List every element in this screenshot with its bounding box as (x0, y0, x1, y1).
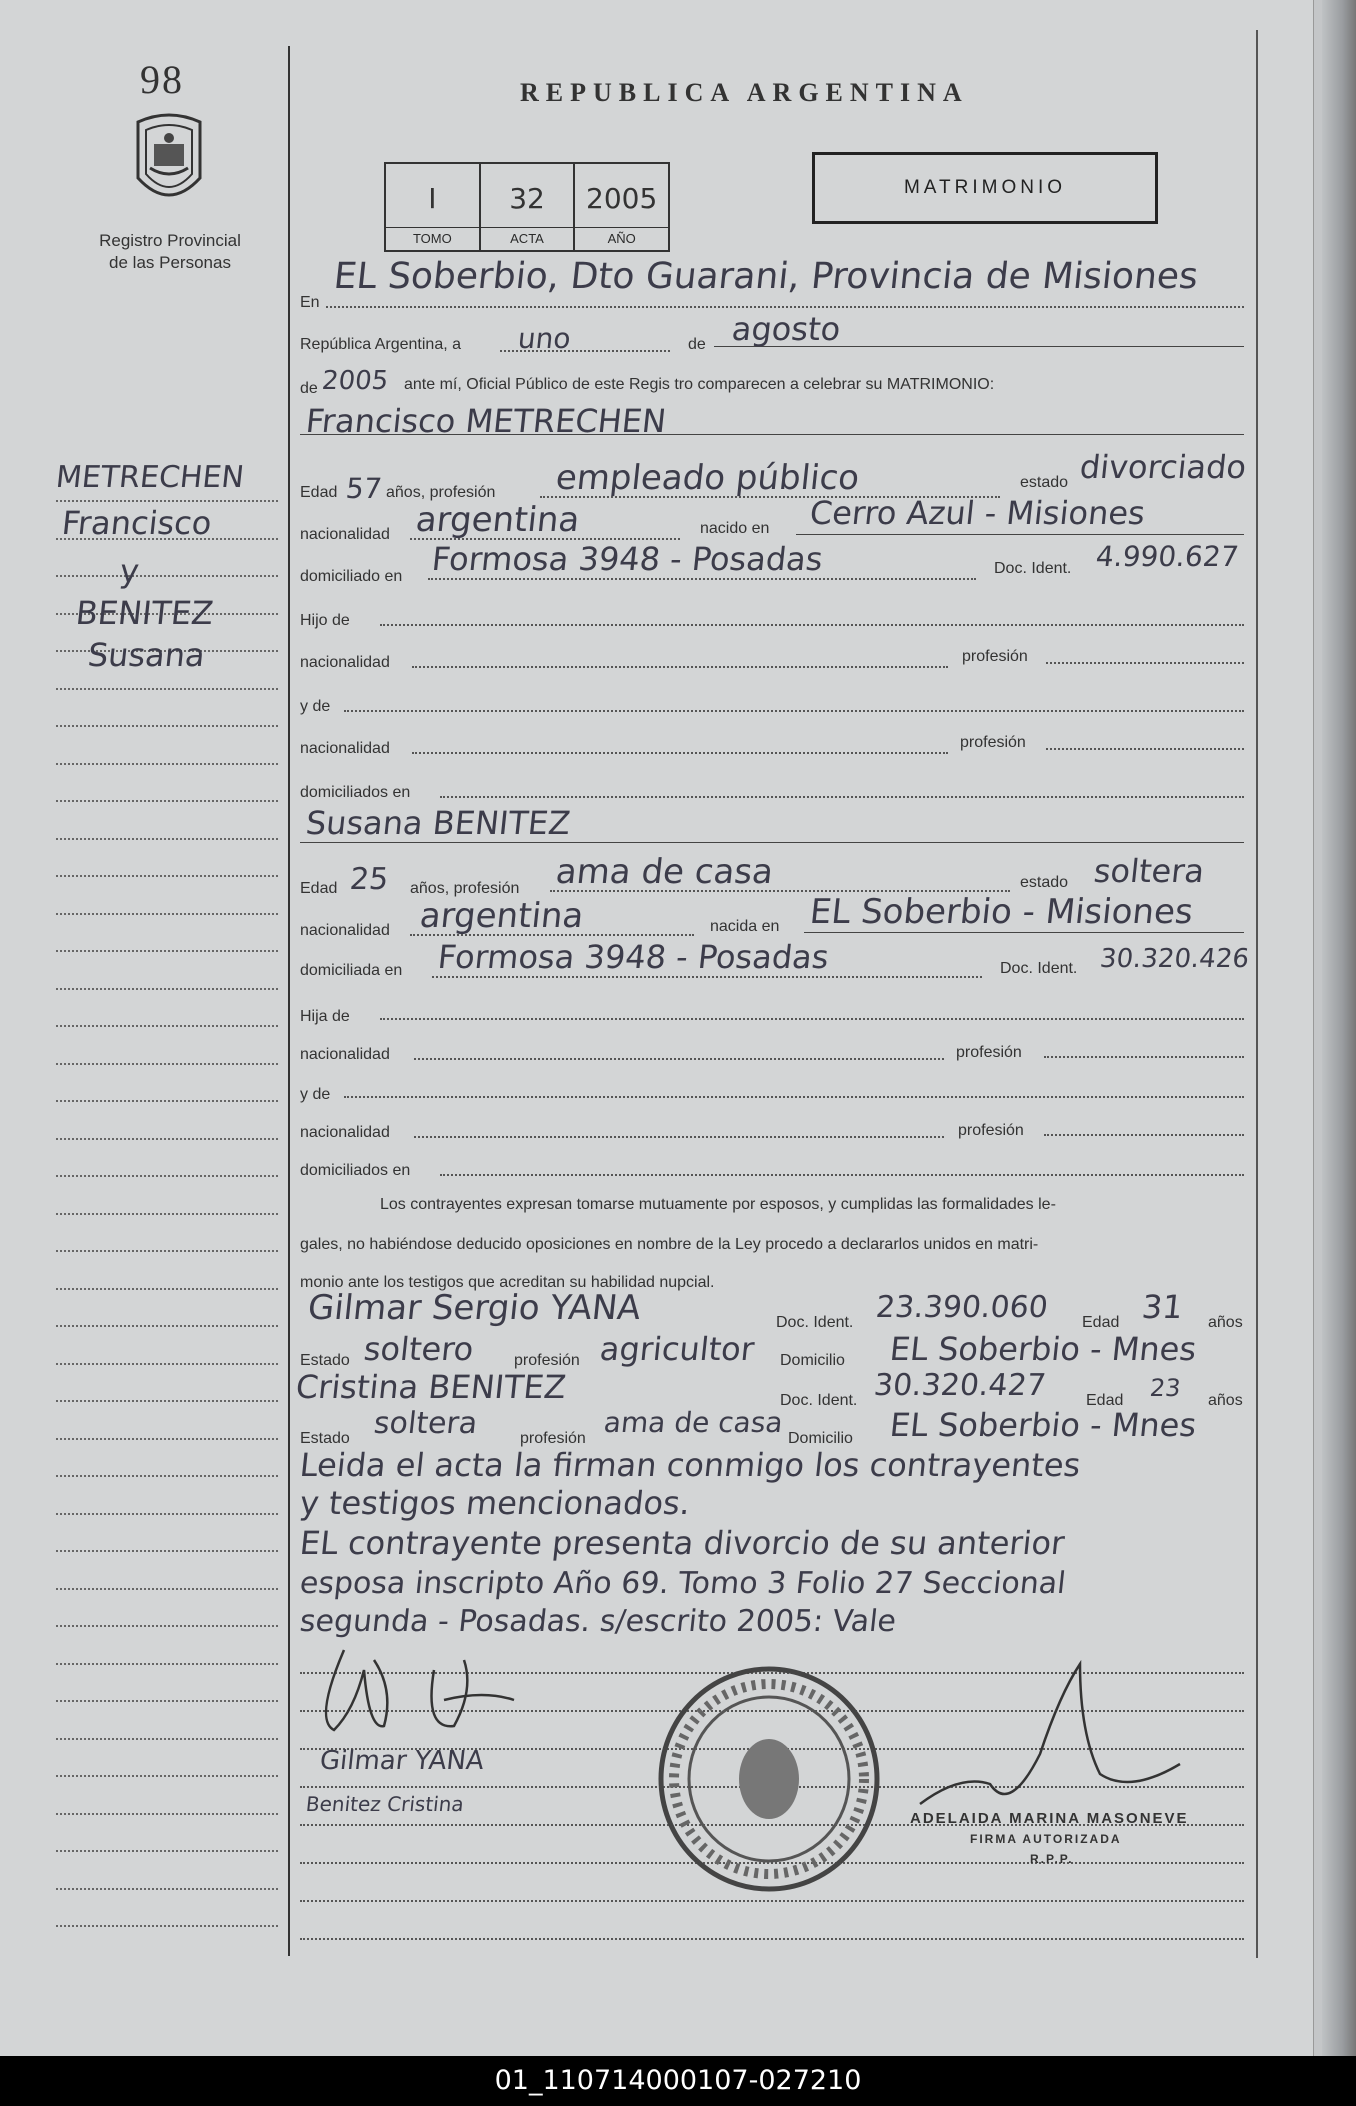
witness2-name: Cristina BENITEZ (294, 1368, 568, 1406)
bride-yde-label: y de (300, 1086, 331, 1103)
margin-rule (56, 1213, 278, 1215)
note-line-3: EL contrayente presenta divorcio de su anterior (298, 1524, 1067, 1562)
margin-rule (56, 1775, 278, 1777)
margin-rule (56, 1813, 278, 1815)
witness1-profesion: agricultor (598, 1330, 757, 1368)
margin-rule (56, 688, 278, 690)
bride-nac2-label: nacionalidad (300, 1046, 390, 1063)
bride-prof3-line (1044, 1134, 1244, 1136)
tomo-label: TOMO (386, 227, 479, 250)
witness1-prof-label: profesión (514, 1352, 580, 1369)
groom-prof3-label: profesión (960, 734, 1026, 751)
acta-label: ACTA (481, 227, 574, 250)
bride-hija-label: Hija de (300, 1008, 350, 1025)
margin-rule (56, 1063, 278, 1065)
witness1-domicilio: EL Soberbio - Mnes (888, 1330, 1199, 1368)
page-number: 98 (140, 57, 184, 102)
groom-domiciliados-line (440, 796, 1244, 798)
witness2-profesion: ama de casa (602, 1406, 785, 1439)
margin-rule (56, 1363, 278, 1365)
republica-label: República Argentina, a (300, 336, 461, 353)
signature-groom-icon (304, 1630, 544, 1740)
right-border (1256, 30, 1258, 1958)
bride-edad: 25 (348, 862, 391, 897)
groom-nac2-label: nacionalidad (300, 654, 390, 671)
witness1-dom-label: Domicilio (780, 1352, 845, 1369)
tomo-cell (386, 164, 481, 250)
officer-role: FIRMA AUTORIZADA (970, 1832, 1122, 1846)
bride-estado-label: estado (1020, 874, 1069, 891)
witness1-name: Gilmar Sergio YANA (305, 1288, 643, 1328)
bride-dom-line (432, 976, 982, 978)
groom-name: Francisco METRECHEN (304, 402, 669, 440)
bride-domicilio: Formosa 3948 - Posadas (436, 938, 831, 976)
signature-officer-icon (900, 1654, 1200, 1824)
en-label: En (300, 294, 320, 311)
margin-rule (56, 1588, 278, 1590)
witness2-anos-label: años (1208, 1392, 1243, 1409)
margin-rule (56, 725, 278, 727)
groom-prof2-line (1046, 662, 1244, 664)
groom-yde-label: y de (300, 698, 331, 715)
bride-estado: soltera (1092, 852, 1207, 890)
groom-doc-label: Doc. Ident. (994, 560, 1072, 577)
bride-yde-line (344, 1096, 1244, 1098)
bride-dom-label: domiciliada en (300, 962, 403, 979)
bride-edad-label: Edad (300, 880, 338, 897)
bride-name: Susana BENITEZ (304, 804, 573, 842)
margin-rule (56, 913, 278, 915)
witness2-estado-label: Estado (300, 1430, 350, 1447)
acta-value: 32 (509, 182, 545, 215)
margin-rule (56, 1663, 278, 1665)
book-spine-edge (1313, 0, 1322, 2056)
groom-nacido-line (796, 534, 1244, 535)
declaration-line-1: Los contrayentes expresan tomarse mutuamente por esposos, y cumplidas las formalidades le- (380, 1196, 1056, 1213)
note-line-4: esposa inscripto Año 69. Tomo 3 Folio 27 Seccional (298, 1566, 1068, 1601)
signature-witness1: Gilmar YANA (318, 1746, 486, 1776)
margin-divider (288, 46, 290, 1956)
groom-edad-label: Edad (300, 484, 338, 501)
witness1-estado: soltero (362, 1330, 476, 1368)
margin-rule (56, 1100, 278, 1102)
footer-id: 01_110714000107-027210 (0, 2056, 1356, 2106)
margin-rule (56, 1700, 278, 1702)
margin-rule (56, 763, 278, 765)
groom-prof3-line (1046, 748, 1244, 750)
margin-rule (56, 838, 278, 840)
declaration-line-3: monio ante los testigos que acreditan su habilidad nupcial. (300, 1274, 715, 1291)
witness2-edad: 23 (1148, 1374, 1183, 1402)
witness1-anos-label: años (1208, 1314, 1243, 1331)
witness1-estado-label: Estado (300, 1352, 350, 1369)
bride-nacido-line (804, 932, 1244, 933)
day-value: uno (516, 322, 573, 355)
appear-text: ante mí, Oficial Público de este Regis tro comparecen a celebrar su MATRIMONIO: (404, 376, 995, 393)
bride-nac-label: nacionalidad (300, 922, 390, 939)
margin-rule (56, 950, 278, 952)
bride-prof2-label: profesión (956, 1044, 1022, 1061)
groom-hijo-label: Hijo de (300, 612, 350, 629)
margin-rule (56, 1625, 278, 1627)
groom-nac-label: nacionalidad (300, 526, 390, 543)
body-rule (300, 1938, 1244, 1940)
signature-witness2: Benitez Cristina (304, 1792, 466, 1816)
groom-prof-label: años, profesión (386, 484, 496, 501)
margin-rule (56, 1250, 278, 1252)
witness2-domicilio: EL Soberbio - Mnes (888, 1406, 1199, 1444)
record-type-box: MATRIMONIO (812, 152, 1158, 224)
margin-rule (56, 1888, 278, 1890)
note-line-1: Leida el acta la firman conmigo los contrayentes (298, 1446, 1083, 1484)
province-seal-icon (128, 108, 210, 212)
bride-doc-label: Doc. Ident. (1000, 960, 1078, 977)
witness1-edad-label: Edad (1082, 1314, 1120, 1331)
bride-nacido: EL Soberbio - Misiones (807, 892, 1195, 932)
declaration-line-2: gales, no habiéndose deducido oposiciones en nombre de la Ley procedo a declararlos unidos en matri- (300, 1236, 1039, 1253)
groom-prof2-label: profesión (962, 648, 1028, 665)
note-line-2: y testigos mencionados. (298, 1484, 693, 1522)
anio-value: 2005 (586, 182, 658, 215)
margin-rule (56, 1138, 278, 1140)
bride-prof2-line (1044, 1056, 1244, 1058)
groom-nacido: Cerro Azul - Misiones (808, 494, 1147, 532)
witness2-doc-label: Doc. Ident. (780, 1392, 858, 1409)
bride-nac3-line (414, 1136, 944, 1138)
groom-dom-line (428, 578, 976, 580)
groom-nac2-line (412, 666, 948, 668)
groom-estado-label: estado (1020, 474, 1069, 491)
margin-rule (56, 500, 278, 502)
groom-domicilio: Formosa 3948 - Posadas (430, 540, 825, 578)
margin-rule (56, 1175, 278, 1177)
margin-rule (56, 1925, 278, 1927)
tomo-value: I (428, 182, 437, 215)
anio-label: AÑO (575, 227, 668, 250)
official-stamp-icon (654, 1664, 884, 1894)
margin-name-bride: Susana (86, 636, 207, 674)
groom-profesion: empleado público (553, 458, 862, 498)
month-value: agosto (730, 310, 843, 348)
margin-surname-groom: METRECHEN (54, 460, 246, 495)
margin-rule (56, 1738, 278, 1740)
margin-rule (56, 1325, 278, 1327)
bride-prof-label: años, profesión (410, 880, 520, 897)
bride-domiciliados-label: domiciliados en (300, 1162, 411, 1179)
de-label: de (688, 336, 706, 353)
witness1-edad: 31 (1140, 1288, 1185, 1326)
groom-yde-line (344, 710, 1244, 712)
margin-surname-bride: BENITEZ (74, 594, 216, 632)
margin-rule (56, 1550, 278, 1552)
witness1-doc-label: Doc. Ident. (776, 1314, 854, 1331)
bride-domiciliados-line (440, 1174, 1244, 1176)
place-line (326, 306, 1244, 308)
witness2-doc: 30.320.427 (872, 1368, 1048, 1403)
groom-nacido-label: nacido en (700, 520, 770, 537)
margin-rule (56, 800, 278, 802)
body-rule (300, 1900, 1244, 1902)
record-reference-box (384, 162, 670, 252)
country-title: REPUBLICA ARGENTINA (520, 78, 969, 107)
margin-rule (56, 1025, 278, 1027)
note-line-5: segunda - Posadas. s/escrito 2005: Vale (298, 1604, 898, 1639)
bride-hija-line (380, 1018, 1244, 1020)
bride-nac2-line (414, 1058, 944, 1060)
margin-name-groom: Francisco (60, 504, 214, 542)
book-spine (1322, 0, 1356, 2056)
groom-estado: divorciado (1078, 448, 1249, 486)
groom-hijo-line (380, 624, 1244, 626)
margin-rule (56, 1475, 278, 1477)
witness2-estado: soltera (372, 1406, 480, 1441)
margin-rule (56, 1400, 278, 1402)
place-value: EL Soberbio, Dto Guarani, Provincia de Misiones (331, 256, 1201, 297)
margin-rule (56, 1513, 278, 1515)
de-year-label: de (300, 380, 318, 397)
witness2-edad-label: Edad (1086, 1392, 1124, 1409)
groom-nac3-label: nacionalidad (300, 740, 390, 757)
margin-rule (56, 575, 278, 577)
margin-rule (56, 875, 278, 877)
bride-prof3-label: profesión (958, 1122, 1024, 1139)
groom-edad: 57 (344, 472, 384, 505)
acta-cell (481, 164, 576, 250)
groom-nacionalidad: argentina (413, 500, 582, 540)
groom-dom-label: domiciliado en (300, 568, 403, 585)
margin-rule (56, 988, 278, 990)
margin-rule (56, 1850, 278, 1852)
year-value: 2005 (320, 366, 390, 396)
bride-nacionalidad: argentina (417, 896, 586, 936)
bride-name-line (300, 842, 1244, 843)
registry-name: Registro Provincial de las Personas (99, 231, 241, 272)
bride-nac3-label: nacionalidad (300, 1124, 390, 1141)
witness1-doc: 23.390.060 (874, 1290, 1050, 1325)
anio-cell (575, 164, 668, 250)
bride-profesion: ama de casa (553, 852, 776, 892)
margin-rule (56, 1288, 278, 1290)
bride-nacido-label: nacida en (710, 918, 780, 935)
margin-conjunction: y (118, 552, 141, 590)
witness2-dom-label: Domicilio (788, 1430, 853, 1447)
officer-name: ADELAIDA MARINA MASONEVE (910, 1810, 1189, 1827)
witness2-prof-label: profesión (520, 1430, 586, 1447)
groom-doc: 4.990.627 (1094, 540, 1241, 573)
bride-doc: 30.320.426 (1098, 944, 1251, 974)
margin-rule (56, 1438, 278, 1440)
groom-domiciliados-label: domiciliados en (300, 784, 411, 801)
groom-nac3-line (412, 752, 948, 754)
officer-code: R.P.P. (1030, 1852, 1074, 1866)
